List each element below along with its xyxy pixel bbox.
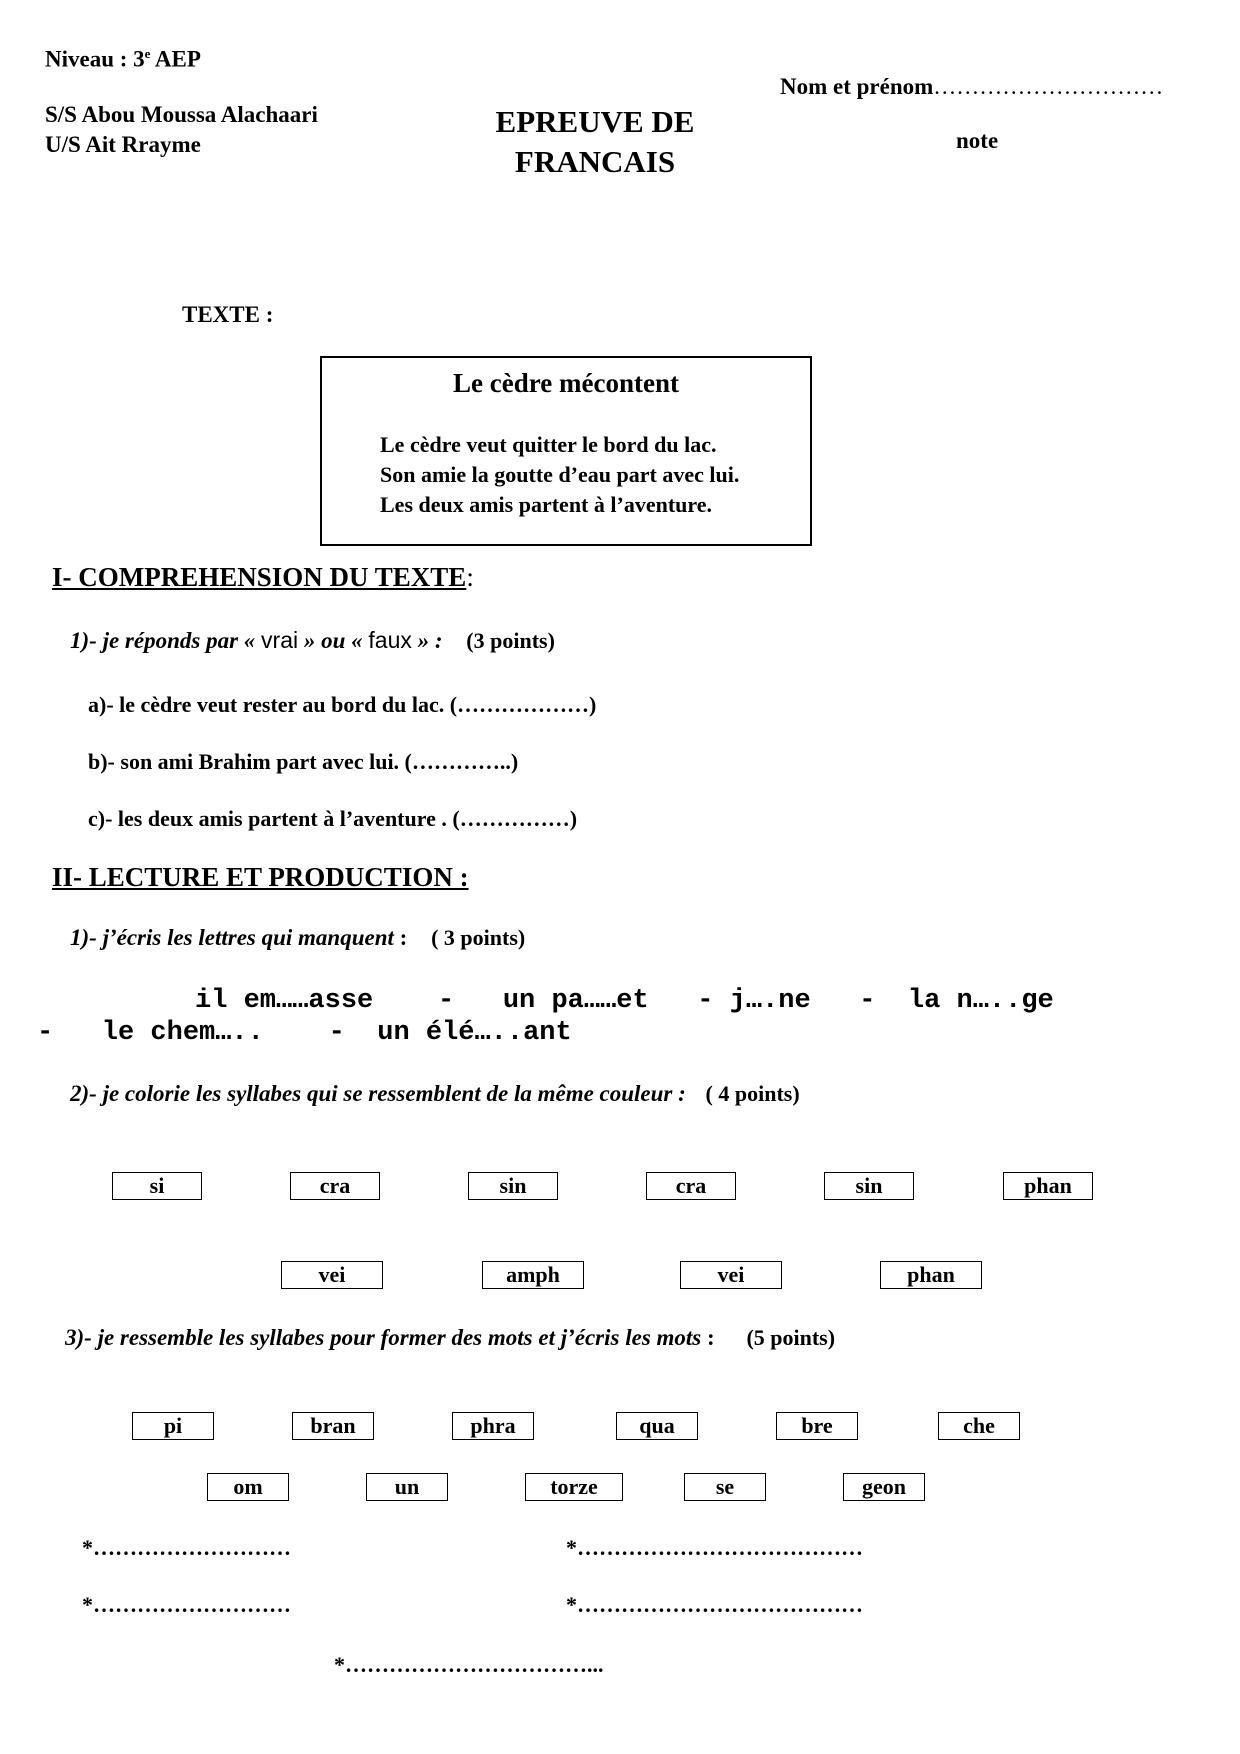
q21-label: 1)- j’écris les lettres qui manquent [70,925,394,950]
name-dots[interactable]: ………………………… [933,74,1164,99]
texte-label: TEXTE : [182,302,274,327]
name-label: Nom et prénom [780,74,934,99]
text-line: Les deux amis partent à l’aventure. [380,492,713,517]
syllable-box[interactable]: un [366,1473,448,1501]
question-2-2 [70,1081,800,1107]
title-line-1: EPREUVE DE [495,104,695,139]
syllable-box[interactable]: qua [616,1412,698,1440]
text-title: Le cèdre mécontent [453,368,679,398]
text-body [380,430,739,520]
text-line: Son amie la goutte d’eau part avec lui. [380,462,740,487]
answer-line[interactable]: *……………………………... [334,1652,604,1677]
q1-suffix: » : [411,628,443,653]
q23-points: (5 points) [746,1325,836,1350]
syllable-box[interactable]: cra [290,1172,380,1200]
name-field[interactable] [780,74,1163,100]
syllable-box[interactable]: sin [468,1172,558,1200]
syllable-box[interactable]: bran [292,1412,374,1440]
missing-letters-line-2[interactable]: - le chem….. - un élé…..ant [37,1018,572,1048]
level-label [45,46,201,73]
syllable-box[interactable]: vei [680,1261,782,1289]
section-2-heading [37,862,469,893]
syllable-box[interactable]: torze [525,1473,623,1501]
answer-line[interactable]: *………………………………… [566,1592,863,1617]
syllable-box[interactable]: si [112,1172,202,1200]
question-2-3 [65,1325,835,1351]
true-false-item-c[interactable]: c)- les deux amis partent à l’aventure . (……………) [88,806,578,831]
question-1-1 [70,627,555,654]
answer-line[interactable]: *………………………………… [566,1535,863,1560]
syllable-box[interactable]: geon [843,1473,925,1501]
q1-faux: faux [368,627,412,653]
syllable-box[interactable]: che [938,1412,1020,1440]
q21-suffix: : [393,925,408,950]
section-2-title: II- LECTURE ET PRODUCTION : [52,862,469,892]
page-title [440,102,750,182]
syllable-box[interactable]: vei [281,1261,383,1289]
level-text: Niveau : 3 [45,46,145,72]
q21-points: ( 3 points) [431,925,526,950]
note-label: note [956,128,999,153]
title-line-2: FRANCAIS [514,144,676,179]
question-2-1 [70,925,525,951]
q23-suffix: : [701,1325,715,1350]
syllable-box[interactable]: phan [880,1261,982,1289]
true-false-item-a[interactable]: a)- le cèdre veut rester au bord du lac. (………………) [88,692,597,717]
syllable-box[interactable]: sin [824,1172,914,1200]
section-1-suffix: : [466,562,474,592]
level-suffix: AEP [150,46,201,72]
section-1-title: I- COMPREHENSION DU TEXTE [52,562,467,592]
school-line-1: S/S Abou Moussa Alachaari [45,102,318,127]
syllable-box[interactable]: pi [132,1412,214,1440]
q23-label: 3)- je ressemble les syllabes pour former des mots et j’écris les mots [65,1325,702,1350]
syllable-box[interactable]: se [684,1473,766,1501]
q22-points: ( 4 points) [705,1081,800,1106]
q1-middle: » ou « [298,628,369,653]
school-line-2: U/S Ait Rrayme [45,132,201,157]
q1-vrai: vrai [261,627,299,653]
text-line: Le cèdre veut quitter le bord du lac. [380,432,717,457]
syllable-box[interactable]: amph [482,1261,584,1289]
q22-label: 2)- je colorie les syllabes qui se ressemblent de la même couleur : [70,1081,686,1106]
q1-prefix: 1)- je réponds par « [70,628,262,653]
level-sup: e [144,46,151,61]
missing-letters-line-1[interactable]: il em……asse - un pa……et - j….ne - la n…..ge [195,986,1054,1016]
answer-line[interactable]: *……………………… [82,1535,291,1560]
section-1-heading [37,562,474,593]
syllable-box[interactable]: bre [776,1412,858,1440]
text-box [320,356,812,546]
q1-points: (3 points) [466,628,555,653]
syllable-box[interactable]: om [207,1473,289,1501]
syllable-box[interactable]: phan [1003,1172,1093,1200]
answer-line[interactable]: *……………………… [82,1592,291,1617]
syllable-box[interactable]: phra [452,1412,534,1440]
true-false-item-b[interactable]: b)- son ami Brahim part avec lui. (…………..) [88,749,519,774]
syllable-box[interactable]: cra [646,1172,736,1200]
